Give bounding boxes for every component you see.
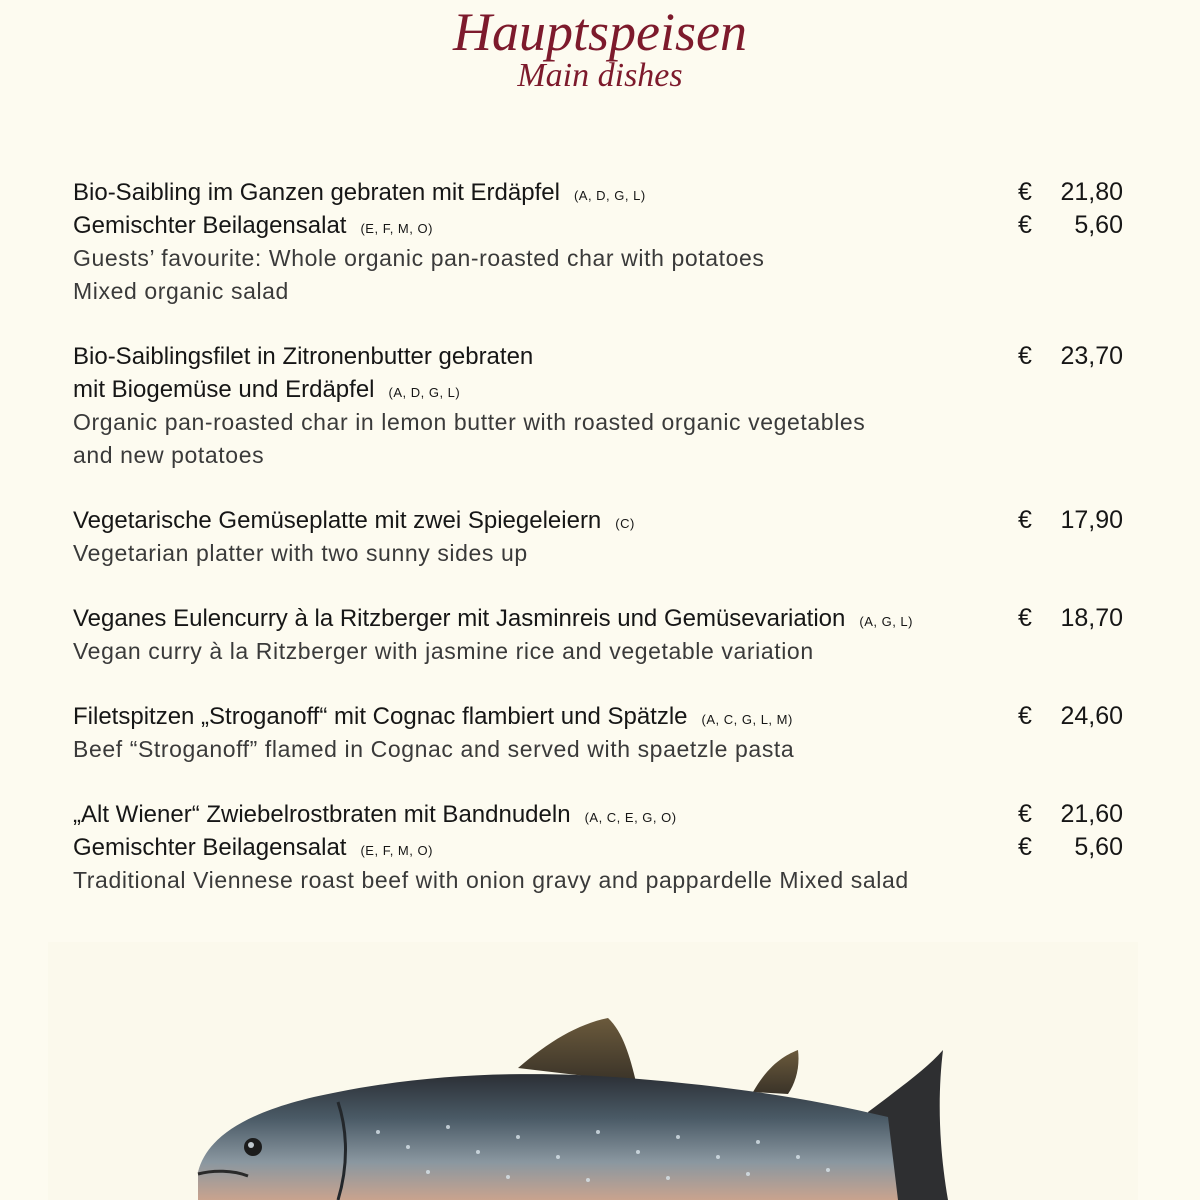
price-amount: 21,60 bbox=[1060, 800, 1123, 828]
dish-price bbox=[1018, 209, 1123, 242]
currency-symbol: € bbox=[1018, 211, 1032, 239]
dish-description: Mixed organic salad bbox=[73, 278, 289, 304]
menu-list bbox=[73, 176, 1123, 929]
allergen-codes: (A, C, G, L, M) bbox=[701, 712, 793, 727]
dish-price bbox=[1018, 176, 1123, 209]
dish-description: Guests’ favourite: Whole organic pan-roasted char with potatoes bbox=[73, 245, 765, 271]
char-fish-icon bbox=[48, 942, 1138, 1200]
currency-symbol: € bbox=[1018, 702, 1032, 730]
page-title: Hauptspeisen bbox=[453, 2, 747, 62]
currency-symbol: € bbox=[1018, 178, 1032, 206]
price-amount: 23,70 bbox=[1060, 342, 1123, 370]
dish-line bbox=[73, 176, 1123, 209]
dish-description: Vegan curry à la Ritzberger with jasmine rice and vegetable variation bbox=[73, 638, 814, 664]
fish-illustration bbox=[48, 942, 1138, 1200]
dish-description: Vegetarian platter with two sunny sides up bbox=[73, 540, 528, 566]
dish-price bbox=[1018, 340, 1123, 373]
page-subtitle: Main dishes bbox=[517, 57, 683, 94]
price-amount: 24,60 bbox=[1060, 702, 1123, 730]
allergen-codes: (A, D, G, L) bbox=[388, 385, 461, 400]
dish-line bbox=[73, 209, 1123, 242]
dish-name: Bio-Saibling im Ganzen gebraten mit Erdäpfel bbox=[73, 179, 560, 206]
dish-line bbox=[73, 602, 1123, 635]
currency-symbol: € bbox=[1018, 342, 1032, 370]
dish-price bbox=[1018, 700, 1123, 733]
allergen-codes: (A, D, G, L) bbox=[573, 188, 646, 203]
menu-item bbox=[73, 798, 1123, 897]
dish-name: Vegetarische Gemüseplatte mit zwei Spiegeleiern bbox=[73, 507, 602, 534]
dish-price bbox=[1018, 504, 1123, 537]
currency-symbol: € bbox=[1018, 800, 1032, 828]
menu-item bbox=[73, 176, 1123, 308]
currency-symbol: € bbox=[1018, 833, 1032, 861]
dish-name: Veganes Eulencurry à la Ritzberger mit Jasminreis und Gemüsevariation bbox=[73, 605, 846, 632]
dish-description: Beef “Stroganoff” flamed in Cognac and served with spaetzle pasta bbox=[73, 736, 795, 762]
currency-symbol: € bbox=[1018, 506, 1032, 534]
dish-description: Organic pan-roasted char in lemon butter with roasted organic vegetables bbox=[73, 409, 866, 435]
dish-line bbox=[73, 373, 1123, 406]
allergen-codes: (A, C, E, G, O) bbox=[584, 810, 677, 825]
dish-name: Bio-Saiblingsfilet in Zitronenbutter gebraten bbox=[73, 343, 534, 370]
dish-price bbox=[1018, 831, 1123, 864]
dish-description: and new potatoes bbox=[73, 442, 265, 468]
allergen-codes: (E, F, M, O) bbox=[360, 221, 433, 236]
dish-name: Filetspitzen „Stroganoff“ mit Cognac flambiert und Spätzle bbox=[73, 703, 688, 730]
menu-item bbox=[73, 700, 1123, 766]
dish-description: Traditional Viennese roast beef with onion gravy and pappardelle Mixed salad bbox=[73, 867, 909, 893]
dish-name: „Alt Wiener“ Zwiebelrostbraten mit Bandnudeln bbox=[73, 801, 571, 828]
price-amount: 5,60 bbox=[1074, 211, 1123, 239]
price-amount: 18,70 bbox=[1060, 604, 1123, 632]
allergen-codes: (C) bbox=[615, 516, 635, 531]
price-amount: 17,90 bbox=[1060, 506, 1123, 534]
price-amount: 21,80 bbox=[1060, 178, 1123, 206]
price-amount: 5,60 bbox=[1074, 833, 1123, 861]
allergen-codes: (A, G, L) bbox=[859, 614, 913, 629]
dish-line bbox=[73, 504, 1123, 537]
currency-symbol: € bbox=[1018, 604, 1032, 632]
dish-line bbox=[73, 798, 1123, 831]
dish-name: Gemischter Beilagensalat bbox=[73, 212, 347, 239]
dish-name: Gemischter Beilagensalat bbox=[73, 834, 347, 861]
dish-price bbox=[1018, 602, 1123, 635]
menu-item bbox=[73, 602, 1123, 668]
allergen-codes: (E, F, M, O) bbox=[360, 843, 433, 858]
dish-line bbox=[73, 831, 1123, 864]
dish-line bbox=[73, 700, 1123, 733]
menu-item bbox=[73, 504, 1123, 570]
dish-line bbox=[73, 340, 1123, 373]
menu-item bbox=[73, 340, 1123, 472]
dish-price bbox=[1018, 798, 1123, 831]
dish-name: mit Biogemüse und Erdäpfel bbox=[73, 376, 375, 403]
